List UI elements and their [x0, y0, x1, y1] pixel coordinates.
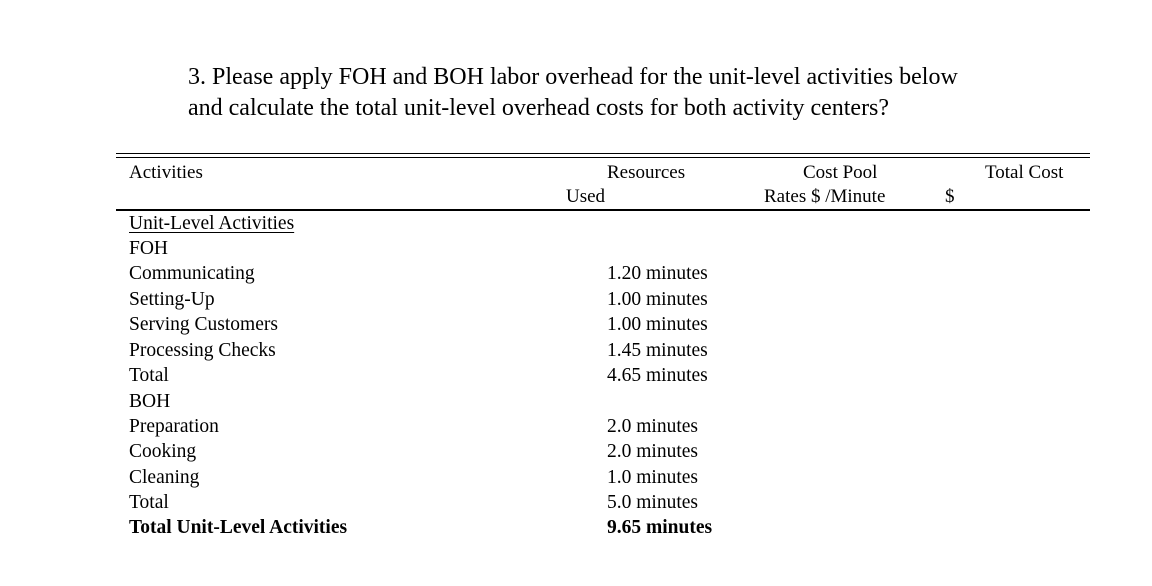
header-resources-line2: Used [566, 186, 606, 207]
header-cost-pool-line1: Cost Pool [803, 162, 878, 183]
boh-resources-2: 2.0 minutes [607, 441, 698, 462]
boh-total-value: 5.0 minutes [607, 492, 698, 513]
table-top-rule [116, 153, 1090, 154]
foh-resources-1: 1.20 minutes [607, 263, 708, 284]
boh-label: BOH [129, 391, 171, 412]
question-text [188, 62, 1088, 124]
boh-activity-3: Cleaning [129, 467, 200, 488]
foh-label: FOH [129, 238, 169, 259]
header-total-cost-line2: $ [945, 186, 955, 207]
boh-resources-3: 1.0 minutes [607, 467, 698, 488]
header-resources-line1: Resources [607, 162, 686, 183]
section-title: Unit-Level Activities [129, 213, 295, 234]
header-activities: Activities [129, 162, 203, 183]
foh-activity-1: Communicating [129, 263, 255, 284]
header-total-cost-line1: Total Cost [985, 162, 1064, 183]
boh-total-label: Total [129, 492, 169, 513]
foh-activity-3: Serving Customers [129, 314, 278, 335]
foh-resources-4: 1.45 minutes [607, 340, 708, 361]
table-top-rule-2 [116, 157, 1090, 158]
grand-total-label: Total Unit-Level Activities [129, 517, 348, 538]
table-header-rule [116, 209, 1090, 211]
boh-resources-1: 2.0 minutes [607, 416, 698, 437]
boh-activity-2: Cooking [129, 441, 197, 462]
foh-total-label: Total [129, 365, 169, 386]
foh-activity-4: Processing Checks [129, 340, 276, 361]
foh-activity-2: Setting-Up [129, 289, 215, 310]
question-line-2: and calculate the total unit-level overhead costs for both activity centers? [188, 95, 890, 121]
foh-total-value: 4.65 minutes [607, 365, 708, 386]
foh-resources-3: 1.00 minutes [607, 314, 708, 335]
question-line-1: 3. Please apply FOH and BOH labor overhead for the unit-level activities below [188, 64, 958, 90]
header-cost-pool-line2: Rates $ /Minute [764, 186, 886, 207]
grand-total-value: 9.65 minutes [607, 517, 713, 538]
foh-resources-2: 1.00 minutes [607, 289, 708, 310]
boh-activity-1: Preparation [129, 416, 219, 437]
